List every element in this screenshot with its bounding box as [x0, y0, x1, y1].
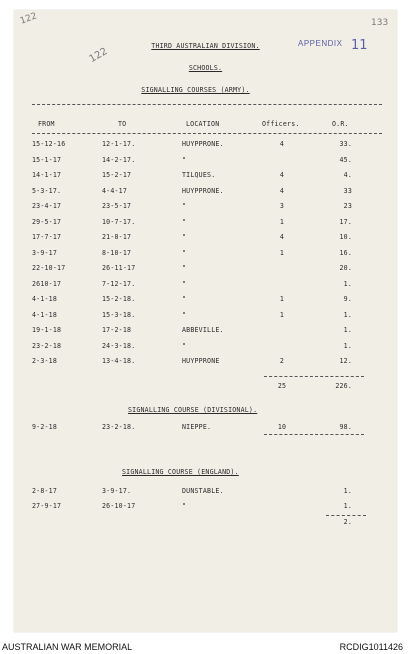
cell-from: 2-3-18 [32, 357, 58, 365]
cell-from: 2610-17 [32, 279, 62, 288]
divisional-section-heading: SIGNALLING COURSE (DIVISIONAL). [128, 406, 258, 414]
cell-to: 3-9-17. [102, 487, 132, 495]
cell-or: 23 [343, 202, 352, 210]
england-total: 2. [343, 518, 352, 526]
cell-or: 1. [343, 310, 352, 319]
table-row [14, 218, 397, 227]
cell-officers: 1 [279, 310, 285, 319]
cell-to: 8-10-17 [102, 248, 132, 257]
cell-officers: 4 [279, 140, 285, 148]
cell-from: 15-12-16 [32, 140, 66, 148]
cell-from: 22-10-17 [32, 264, 66, 272]
cell-officers: 4 [279, 233, 285, 241]
cell-location: NIEPPE. [182, 423, 212, 431]
col-officers-header: Officers. [262, 120, 300, 128]
col-to-header: TO [118, 120, 127, 128]
cell-or: 33 [343, 186, 352, 195]
table-row [14, 187, 397, 196]
cell-from: 4-1-18 [32, 295, 58, 303]
cell-from: 9-2-18 [32, 423, 58, 431]
table-row [14, 171, 397, 180]
cell-location: " [182, 233, 187, 241]
cell-or: 9. [343, 295, 352, 303]
cell-location: " [182, 295, 187, 303]
cell-to: 26-11-17 [102, 264, 136, 272]
handwritten-page-number: 133 [371, 18, 389, 28]
table-row [14, 311, 397, 320]
cell-to: 24-3-18. [102, 341, 136, 350]
table-row [14, 280, 397, 289]
cell-or: 98. [339, 423, 352, 431]
england-total-row [14, 518, 397, 527]
cell-to: 10-7-17. [102, 217, 136, 226]
cell-or: 45. [339, 155, 352, 164]
table-row [14, 249, 397, 258]
army-section-heading: SIGNALLING COURSES (ARMY). [141, 86, 250, 94]
cell-from: 2-8-17 [32, 487, 58, 495]
cell-to: 7-12-17. [102, 279, 136, 288]
table-row [14, 487, 397, 496]
appendix-stamp: APPENDIX [298, 39, 343, 48]
army-total-or: 226. [335, 382, 352, 390]
cell-or: 33. [339, 140, 352, 148]
cell-from: 4-1-18 [32, 310, 58, 319]
cell-location: " [182, 155, 187, 164]
cell-to: 26-10-17 [102, 502, 136, 510]
table-row [14, 140, 397, 149]
cell-or: 17. [339, 217, 352, 226]
england-total-rule [326, 515, 366, 516]
cell-to: 15-3-18. [102, 310, 136, 319]
army-total-rule [264, 376, 364, 377]
cell-or: 1. [343, 502, 352, 510]
cell-from: 5-3-17. [32, 186, 62, 195]
table-row [14, 156, 397, 165]
army-total-officers: 25 [277, 382, 287, 390]
cell-to: 21-8-17 [102, 233, 132, 241]
cell-location: " [182, 202, 187, 210]
handwritten-folio-number: 122 [87, 45, 110, 66]
cell-officers: 3 [279, 202, 285, 210]
col-from-header: FROM [38, 120, 55, 128]
header-rule-top [32, 104, 382, 105]
table-row [14, 342, 397, 351]
cell-from: 23-4-17 [32, 202, 62, 210]
england-section-heading: SIGNALLING COURSE (ENGLAND). [122, 468, 239, 476]
cell-to: 23-2-18. [102, 423, 136, 431]
document-title: THIRD AUSTRALIAN DIVISION. [151, 42, 260, 50]
col-or-header: O.R. [332, 120, 349, 128]
table-row [14, 295, 397, 304]
cell-location: HUYPPRONE. [182, 140, 224, 148]
document-subtitle: SCHOOLS. [188, 64, 223, 72]
cell-to: 12-1-17. [102, 140, 136, 148]
cell-or: 1. [343, 341, 352, 350]
cell-from: 19-1-18 [32, 326, 62, 334]
table-row [14, 326, 397, 335]
cell-or: 1. [343, 326, 352, 334]
table-row [14, 423, 397, 432]
cell-from: 17-7-17 [32, 233, 62, 241]
table-row [14, 502, 397, 511]
army-totals-row [14, 382, 397, 391]
table-row [14, 202, 397, 211]
cell-from: 15-1-17 [32, 155, 62, 164]
cell-location: " [182, 502, 187, 510]
footer-credit: AUSTRALIAN WAR MEMORIAL [2, 642, 133, 652]
cell-officers: 1 [279, 248, 285, 257]
cell-location: " [182, 217, 187, 226]
cell-officers: 1 [279, 217, 285, 226]
cell-from: 14-1-17 [32, 171, 62, 179]
cell-from: 3-9-17 [32, 248, 58, 257]
cell-officers: 2 [279, 357, 285, 365]
cell-or: 1. [343, 279, 352, 288]
handwritten-corner-number: 122 [18, 11, 39, 27]
cell-from: 27-9-17 [32, 502, 62, 510]
cell-or: 10. [339, 233, 352, 241]
cell-to: 17-2-18 [102, 326, 132, 334]
cell-location: " [182, 248, 187, 257]
cell-location: TILQUES. [182, 171, 216, 179]
cell-location: " [182, 341, 187, 350]
cell-from: 23-2-18 [32, 341, 62, 350]
cell-officers: 10 [277, 423, 287, 431]
handwritten-appendix-number: 11 [351, 38, 368, 53]
cell-officers: 4 [279, 171, 285, 179]
cell-officers: 4 [279, 186, 285, 195]
table-row [14, 264, 397, 273]
cell-or: 16. [339, 248, 352, 257]
cell-to: 4-4-17 [102, 186, 128, 195]
col-location-header: LOCATION [186, 120, 220, 128]
cell-location: " [182, 310, 187, 319]
cell-officers: 1 [279, 295, 285, 303]
column-header-row [14, 120, 397, 129]
table-row [14, 357, 397, 366]
cell-location: HUYPPRONE. [182, 186, 224, 195]
cell-or: 12. [339, 357, 352, 365]
header-rule-bottom [32, 133, 382, 134]
cell-location: " [182, 279, 187, 288]
cell-or: 4. [343, 171, 352, 179]
cell-location: HUYPPRONE [182, 357, 220, 365]
cell-to: 23-5-17 [102, 202, 132, 210]
cell-or: 20. [339, 264, 352, 272]
cell-to: 14-2-17. [102, 155, 136, 164]
divisional-total-rule [264, 434, 364, 435]
cell-location: DUNSTABLE. [182, 487, 224, 495]
cell-location: ABBEVILLE. [182, 326, 224, 334]
cell-to: 15-2-18. [102, 295, 136, 303]
document-page [14, 10, 397, 632]
cell-or: 1. [343, 487, 352, 495]
table-row [14, 233, 397, 242]
cell-to: 15-2-17 [102, 171, 132, 179]
footer-record-id: RCDIG1011426 [339, 642, 403, 652]
cell-from: 29-5-17 [32, 217, 62, 226]
cell-to: 13-4-18. [102, 357, 136, 365]
cell-location: " [182, 264, 187, 272]
